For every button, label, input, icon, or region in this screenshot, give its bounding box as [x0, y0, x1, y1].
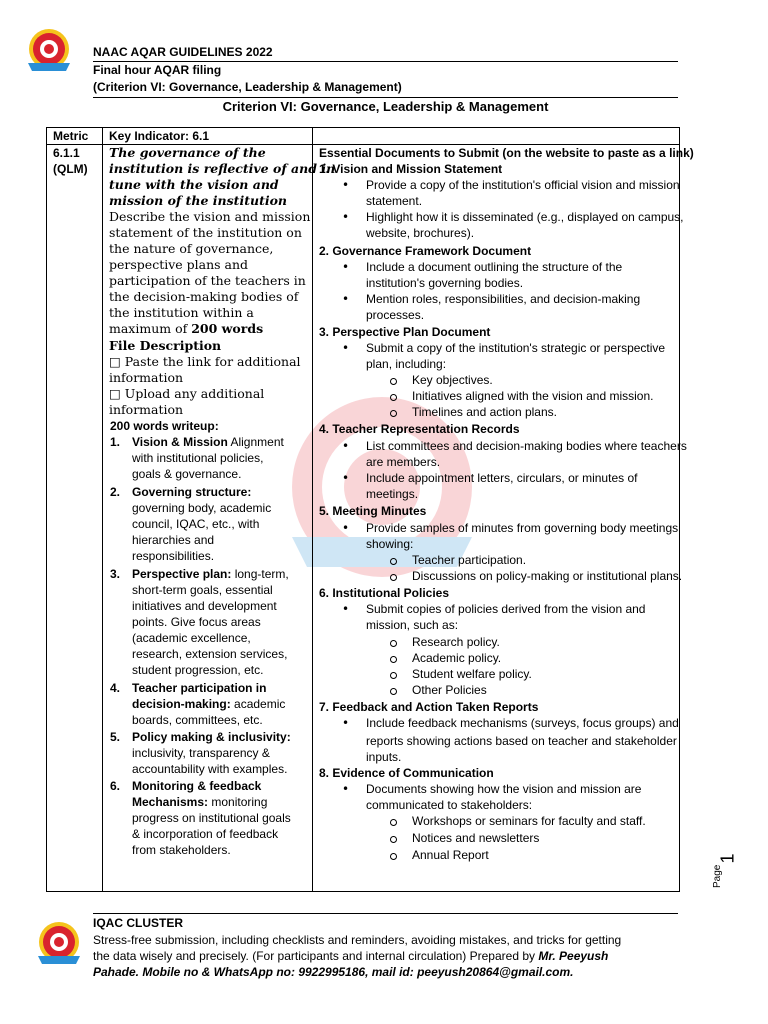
item-text: accountability with examples. — [132, 762, 288, 776]
bullet-text: Documents showing how the vision and mission are — [366, 782, 642, 796]
bullet-text: plan, including: — [366, 357, 447, 371]
item-heading: Governing structure: — [132, 485, 252, 499]
item-number: 2. — [110, 485, 121, 499]
sub-bullet-icon — [390, 853, 397, 860]
item-heading: Mechanisms: — [132, 795, 209, 809]
writeup-item — [132, 566, 289, 582]
section-heading: 2. Governance Framework Document — [319, 244, 532, 258]
item-heading: Perspective plan: — [132, 567, 232, 581]
bullet-text: website, brochures). — [366, 226, 475, 240]
iqac-logo-bottom — [34, 920, 84, 970]
paste-link-option: information — [109, 370, 184, 385]
sub-bullet-text: Academic policy. — [412, 651, 502, 665]
metric-id: 6.1.1 — [53, 146, 80, 160]
bullet-text: institution's governing bodies. — [366, 276, 524, 290]
bullet-icon: • — [342, 439, 350, 453]
item-text: progress on institutional goals — [132, 811, 291, 825]
sub-bullet-icon — [390, 836, 397, 843]
bullet-icon: • — [342, 716, 350, 730]
bullet-text: Highlight how it is disseminated (e.g., displayed on campus, — [366, 210, 684, 224]
sub-bullet-icon — [390, 640, 397, 647]
page-title: Criterion VI: Governance, Leadership & Management — [222, 99, 549, 114]
bullet-text: inputs. — [366, 750, 402, 764]
bullet-text: meetings. — [366, 487, 419, 501]
item-text: long-term, — [231, 567, 289, 581]
item-text: council, IQAC, etc., with — [132, 517, 260, 531]
description-text: maximum of — [109, 321, 192, 336]
sub-bullet-text: Discussions on policy-making or institutional plans. — [412, 569, 683, 583]
item-text: goals & governance. — [132, 467, 242, 481]
item-text: hierarchies and — [132, 533, 215, 547]
bullet-icon: • — [342, 210, 350, 224]
item-text: governing body, academic — [132, 501, 272, 515]
sub-bullet-icon — [390, 394, 397, 401]
metric-title-line: institution is reflective of and in — [109, 161, 336, 176]
footer-title: IQAC CLUSTER — [93, 916, 183, 930]
description-line: perspective plans and — [109, 257, 249, 272]
sub-bullet-text: Initiatives aligned with the vision and mission. — [412, 389, 654, 403]
section-heading: 4. Teacher Representation Records — [319, 422, 520, 436]
section-heading: 8. Evidence of Communication — [319, 766, 494, 780]
sub-bullet-text: Workshops or seminars for faculty and staff. — [412, 814, 646, 828]
table-col-divider — [312, 127, 313, 892]
item-text: monitoring — [208, 795, 268, 809]
item-text: boards, committees, etc. — [132, 713, 263, 727]
bullet-text: Submit a copy of the institution's strategic or perspective — [366, 341, 666, 355]
paste-link-option: □ Paste the link for additional — [109, 354, 301, 369]
item-text: (academic excellence, — [132, 631, 251, 645]
description-line: the nature of governance, — [109, 241, 274, 256]
bullet-icon: • — [342, 602, 350, 616]
bullet-icon: • — [342, 341, 350, 355]
header-line-2: Final hour AQAR filing — [93, 63, 222, 77]
header-rule — [93, 97, 678, 98]
writeup-label: 200 words writeup: — [110, 419, 219, 433]
item-text: academic — [230, 697, 286, 711]
item-text: student progression, etc. — [132, 663, 264, 677]
section-heading: 1. Vision and Mission Statement — [319, 162, 503, 176]
item-number: 5. — [110, 730, 121, 744]
description-line: Describe the vision and mission — [109, 209, 311, 224]
footer-line — [93, 948, 608, 964]
table-border-right — [679, 127, 680, 892]
sub-bullet-text: Annual Report — [412, 848, 489, 862]
item-heading: decision-making: — [132, 697, 231, 711]
item-heading: Vision & Mission — [132, 435, 228, 449]
item-text: with institutional policies, — [132, 451, 264, 465]
sub-bullet-text: Research policy. — [412, 635, 500, 649]
item-number: 3. — [110, 567, 121, 581]
bullet-text: statement. — [366, 194, 423, 208]
bullet-text: Include a document outlining the structure of the — [366, 260, 623, 274]
item-heading: Policy making & inclusivity: — [132, 730, 291, 744]
sub-bullet-text: Notices and newsletters — [412, 831, 540, 845]
sub-bullet-text: Key objectives. — [412, 373, 493, 387]
metric-type: (QLM) — [53, 162, 88, 176]
bullet-text: Provide samples of minutes from governing body meetings — [366, 521, 679, 535]
sub-bullet-icon — [390, 378, 397, 385]
bullet-icon: • — [342, 292, 350, 306]
seal-icon — [34, 920, 84, 970]
bullet-icon: • — [342, 260, 350, 274]
bullet-text: reports showing actions based on teacher and stakeholder — [366, 734, 677, 748]
sub-bullet-icon — [390, 410, 397, 417]
bullet-text: Include feedback mechanisms (surveys, focus groups) and — [366, 716, 679, 730]
bullet-text: mission, such as: — [366, 618, 459, 632]
item-text: & incorporation of feedback — [132, 827, 279, 841]
section-heading: 5. Meeting Minutes — [319, 504, 427, 518]
file-description-label: File Description — [109, 338, 222, 353]
writeup-item — [132, 794, 267, 810]
footer-line: Stress-free submission, including checklists and reminders, avoiding mistakes, and tricks for getting — [93, 933, 622, 947]
item-text: initiatives and development — [132, 599, 277, 613]
bullet-text: are members. — [366, 455, 441, 469]
documents-heading: Essential Documents to Submit (on the website to paste as a link) — [319, 146, 694, 160]
metric-title-line: tune with the vision and — [109, 177, 279, 192]
item-text: Alignment — [227, 435, 284, 449]
bullet-text: Provide a copy of the institution's official vision and mission — [366, 178, 680, 192]
bullet-icon: • — [342, 178, 350, 192]
bullet-text: Submit copies of policies derived from the vision and — [366, 602, 646, 616]
section-heading: 7. Feedback and Action Taken Reports — [319, 700, 539, 714]
description-line: statement of the institution on — [109, 225, 302, 240]
sub-bullet-text: Timelines and action plans. — [412, 405, 557, 419]
description-line: the decision-making bodies of — [109, 289, 299, 304]
page-label: Page — [712, 864, 723, 888]
bullet-text: processes. — [366, 308, 425, 322]
bullet-text: communicated to stakeholders: — [366, 798, 533, 812]
item-text: inclusivity, transparency & — [132, 746, 270, 760]
metric-title-line: The governance of the — [109, 145, 266, 160]
sub-bullet-icon — [390, 574, 397, 581]
section-heading: 3. Perspective Plan Document — [319, 325, 491, 339]
description-line: participation of the teachers in — [109, 273, 306, 288]
writeup-item — [132, 696, 285, 712]
bullet-text: List committees and decision-making bodies where teachers — [366, 439, 687, 453]
table-col-divider — [102, 127, 103, 892]
section-heading: 6. Institutional Policies — [319, 586, 450, 600]
bullet-icon: • — [342, 782, 350, 796]
author-name: Mr. Peeyush — [538, 949, 609, 963]
seal-icon — [24, 27, 74, 77]
bullet-icon: • — [342, 471, 350, 485]
item-text: from stakeholders. — [132, 843, 231, 857]
header-line-1: NAAC AQAR GUIDELINES 2022 — [93, 45, 273, 59]
sub-bullet-icon — [390, 672, 397, 679]
sub-bullet-icon — [390, 558, 397, 565]
bullet-icon: • — [342, 521, 350, 535]
sub-bullet-text: Other Policies — [412, 683, 487, 697]
sub-bullet-text: Teacher participation. — [412, 553, 527, 567]
metric-title-line: mission of the institution — [109, 193, 288, 208]
item-text: points. Give focus areas — [132, 615, 261, 629]
word-limit: 200 words — [191, 321, 264, 336]
footer-contact: Pahade. Mobile no & WhatsApp no: 9922995186, mail id: peeyush20864@gmail.com. — [93, 965, 574, 979]
sub-bullet-icon — [390, 656, 397, 663]
bullet-text: showing: — [366, 537, 414, 551]
item-text: responsibilities. — [132, 549, 215, 563]
table-border-bottom — [46, 891, 680, 892]
iqac-logo-top — [24, 27, 74, 77]
bullet-text: Mention roles, responsibilities, and decision-making — [366, 292, 641, 306]
footer-rule — [93, 913, 678, 914]
table-head-metric: Metric — [53, 129, 89, 143]
upload-option: information — [109, 402, 184, 417]
item-heading: Monitoring & feedback — [132, 779, 262, 793]
item-text: research, extension services, — [132, 647, 288, 661]
sub-bullet-icon — [390, 819, 397, 826]
header-line-3: (Criterion VI: Governance, Leadership & Management) — [93, 80, 402, 94]
item-number: 1. — [110, 435, 121, 449]
item-number: 4. — [110, 681, 121, 695]
description-line: the institution within a — [109, 305, 254, 320]
bullet-text: Include appointment letters, circulars, or minutes of — [366, 471, 638, 485]
item-text: short-term goals, essential — [132, 583, 273, 597]
table-head-key-indicator: Key Indicator: 6.1 — [109, 129, 210, 143]
footer-text: the data wisely and precisely. (For participants and internal circulation) Prepared by — [93, 949, 539, 963]
upload-option: □ Upload any additional — [109, 386, 265, 401]
sub-bullet-text: Student welfare policy. — [412, 667, 532, 681]
sub-bullet-icon — [390, 688, 397, 695]
writeup-item — [132, 434, 284, 450]
page-number: 1 — [717, 853, 738, 864]
item-heading: Teacher participation in — [132, 681, 267, 695]
table-border-left — [46, 127, 47, 892]
item-number: 6. — [110, 779, 121, 793]
description-line — [109, 321, 263, 337]
